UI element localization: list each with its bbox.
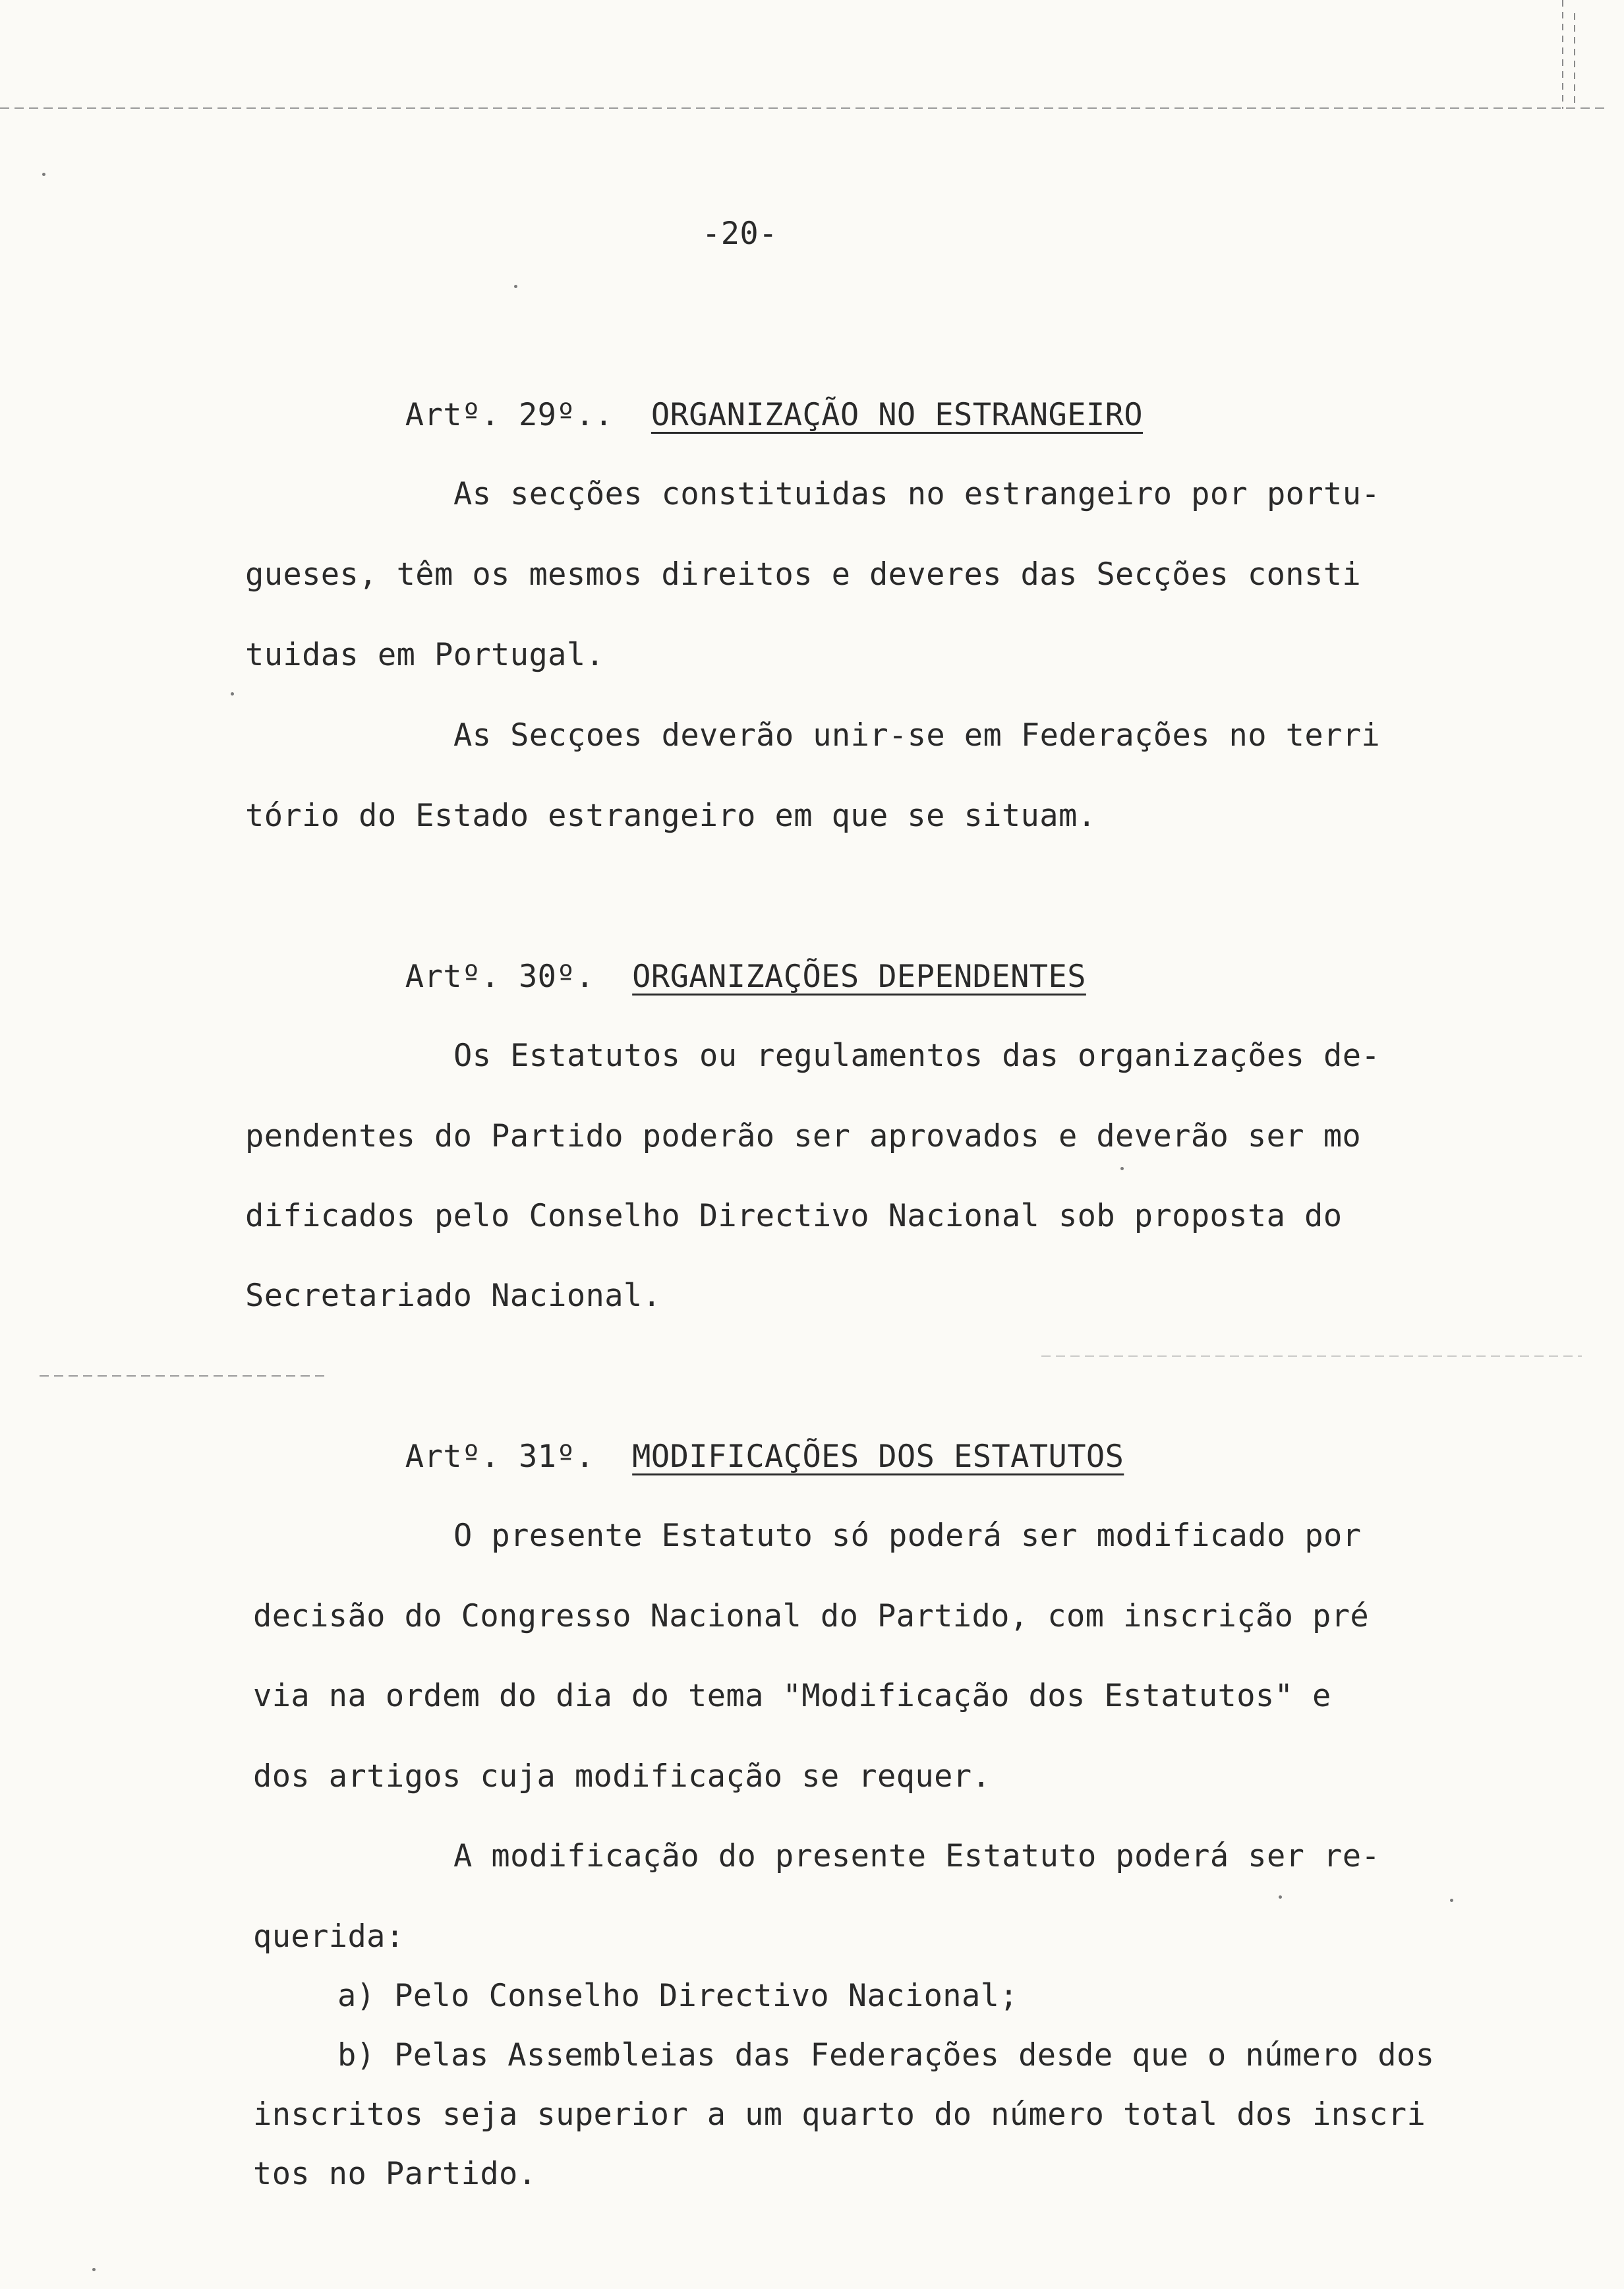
speck (1279, 1895, 1282, 1899)
article-29-title: ORGANIZAÇÃO NO ESTRANGEIRO (651, 397, 1143, 433)
article-30-line: dificados pelo Conselho Directivo Nacional sob proposta do (245, 1198, 1343, 1234)
article-31-line: A modificação do presente Estatuto poderá ser re- (453, 1838, 1381, 1874)
scan-edge-right-2 (1574, 13, 1575, 105)
article-31-line: decisão do Congresso Nacional do Partido, com inscrição pré (253, 1598, 1370, 1634)
scan-edge-top (0, 107, 1608, 109)
scan-edge-right (1562, 0, 1563, 109)
article-31-line: querida: (253, 1918, 405, 1955)
article-30-title: ORGANIZAÇÕES DEPENDENTES (632, 959, 1086, 995)
article-31-line: via na ordem do dia do tema "Modificação dos Estatutos" e (253, 1678, 1331, 1714)
article-31-line: tos no Partido. (253, 2156, 537, 2192)
article-31-number: Artº. 31º. (405, 1439, 594, 1475)
article-31-list-item: b) Pelas Assembleias das Federações desde que o número dos (337, 2037, 1435, 2073)
article-29-line: gueses, têm os mesmos direitos e deveres das Secções consti (245, 556, 1362, 593)
article-30-line: Secretariado Nacional. (245, 1278, 662, 1314)
article-29-line: As secções constituidas no estrangeiro por portu- (453, 476, 1381, 512)
scan-dash-mid-right (1041, 1355, 1582, 1357)
article-30-line: Os Estatutos ou regulamentos das organizações de- (453, 1038, 1381, 1074)
speck (514, 285, 517, 288)
article-31-heading (330, 1398, 1124, 1516)
speck (92, 2268, 96, 2271)
article-29-number: Artº. 29º.. (405, 397, 614, 433)
article-30-heading (330, 918, 1086, 1036)
article-31-line: dos artigos cuja modificação se requer. (253, 1758, 991, 1795)
article-31-list-item: a) Pelo Conselho Directivo Nacional; (337, 1978, 1019, 2014)
article-29-line: tuidas em Portugal. (245, 637, 605, 673)
article-30-line: pendentes do Partido poderão ser aprovados e deverão ser mo (245, 1118, 1362, 1154)
speck (231, 692, 234, 696)
article-29-line: As Secçoes deverão unir-se em Federações no terri (453, 717, 1381, 754)
article-30-number: Artº. 30º. (405, 959, 594, 995)
article-29-heading (330, 356, 1143, 475)
speck (1450, 1899, 1453, 1902)
scan-dash-mid (40, 1375, 330, 1377)
article-29-line: tório do Estado estrangeiro em que se situam. (245, 798, 1097, 834)
page-number: -20- (702, 216, 778, 252)
article-31-line: O presente Estatuto só poderá ser modificado por (453, 1518, 1362, 1554)
speck (1120, 1167, 1124, 1170)
article-31-title: MODIFICAÇÕES DOS ESTATUTOS (632, 1439, 1124, 1475)
article-31-line: inscritos seja superior a um quarto do número total dos inscri (253, 2096, 1426, 2133)
speck (42, 173, 45, 176)
